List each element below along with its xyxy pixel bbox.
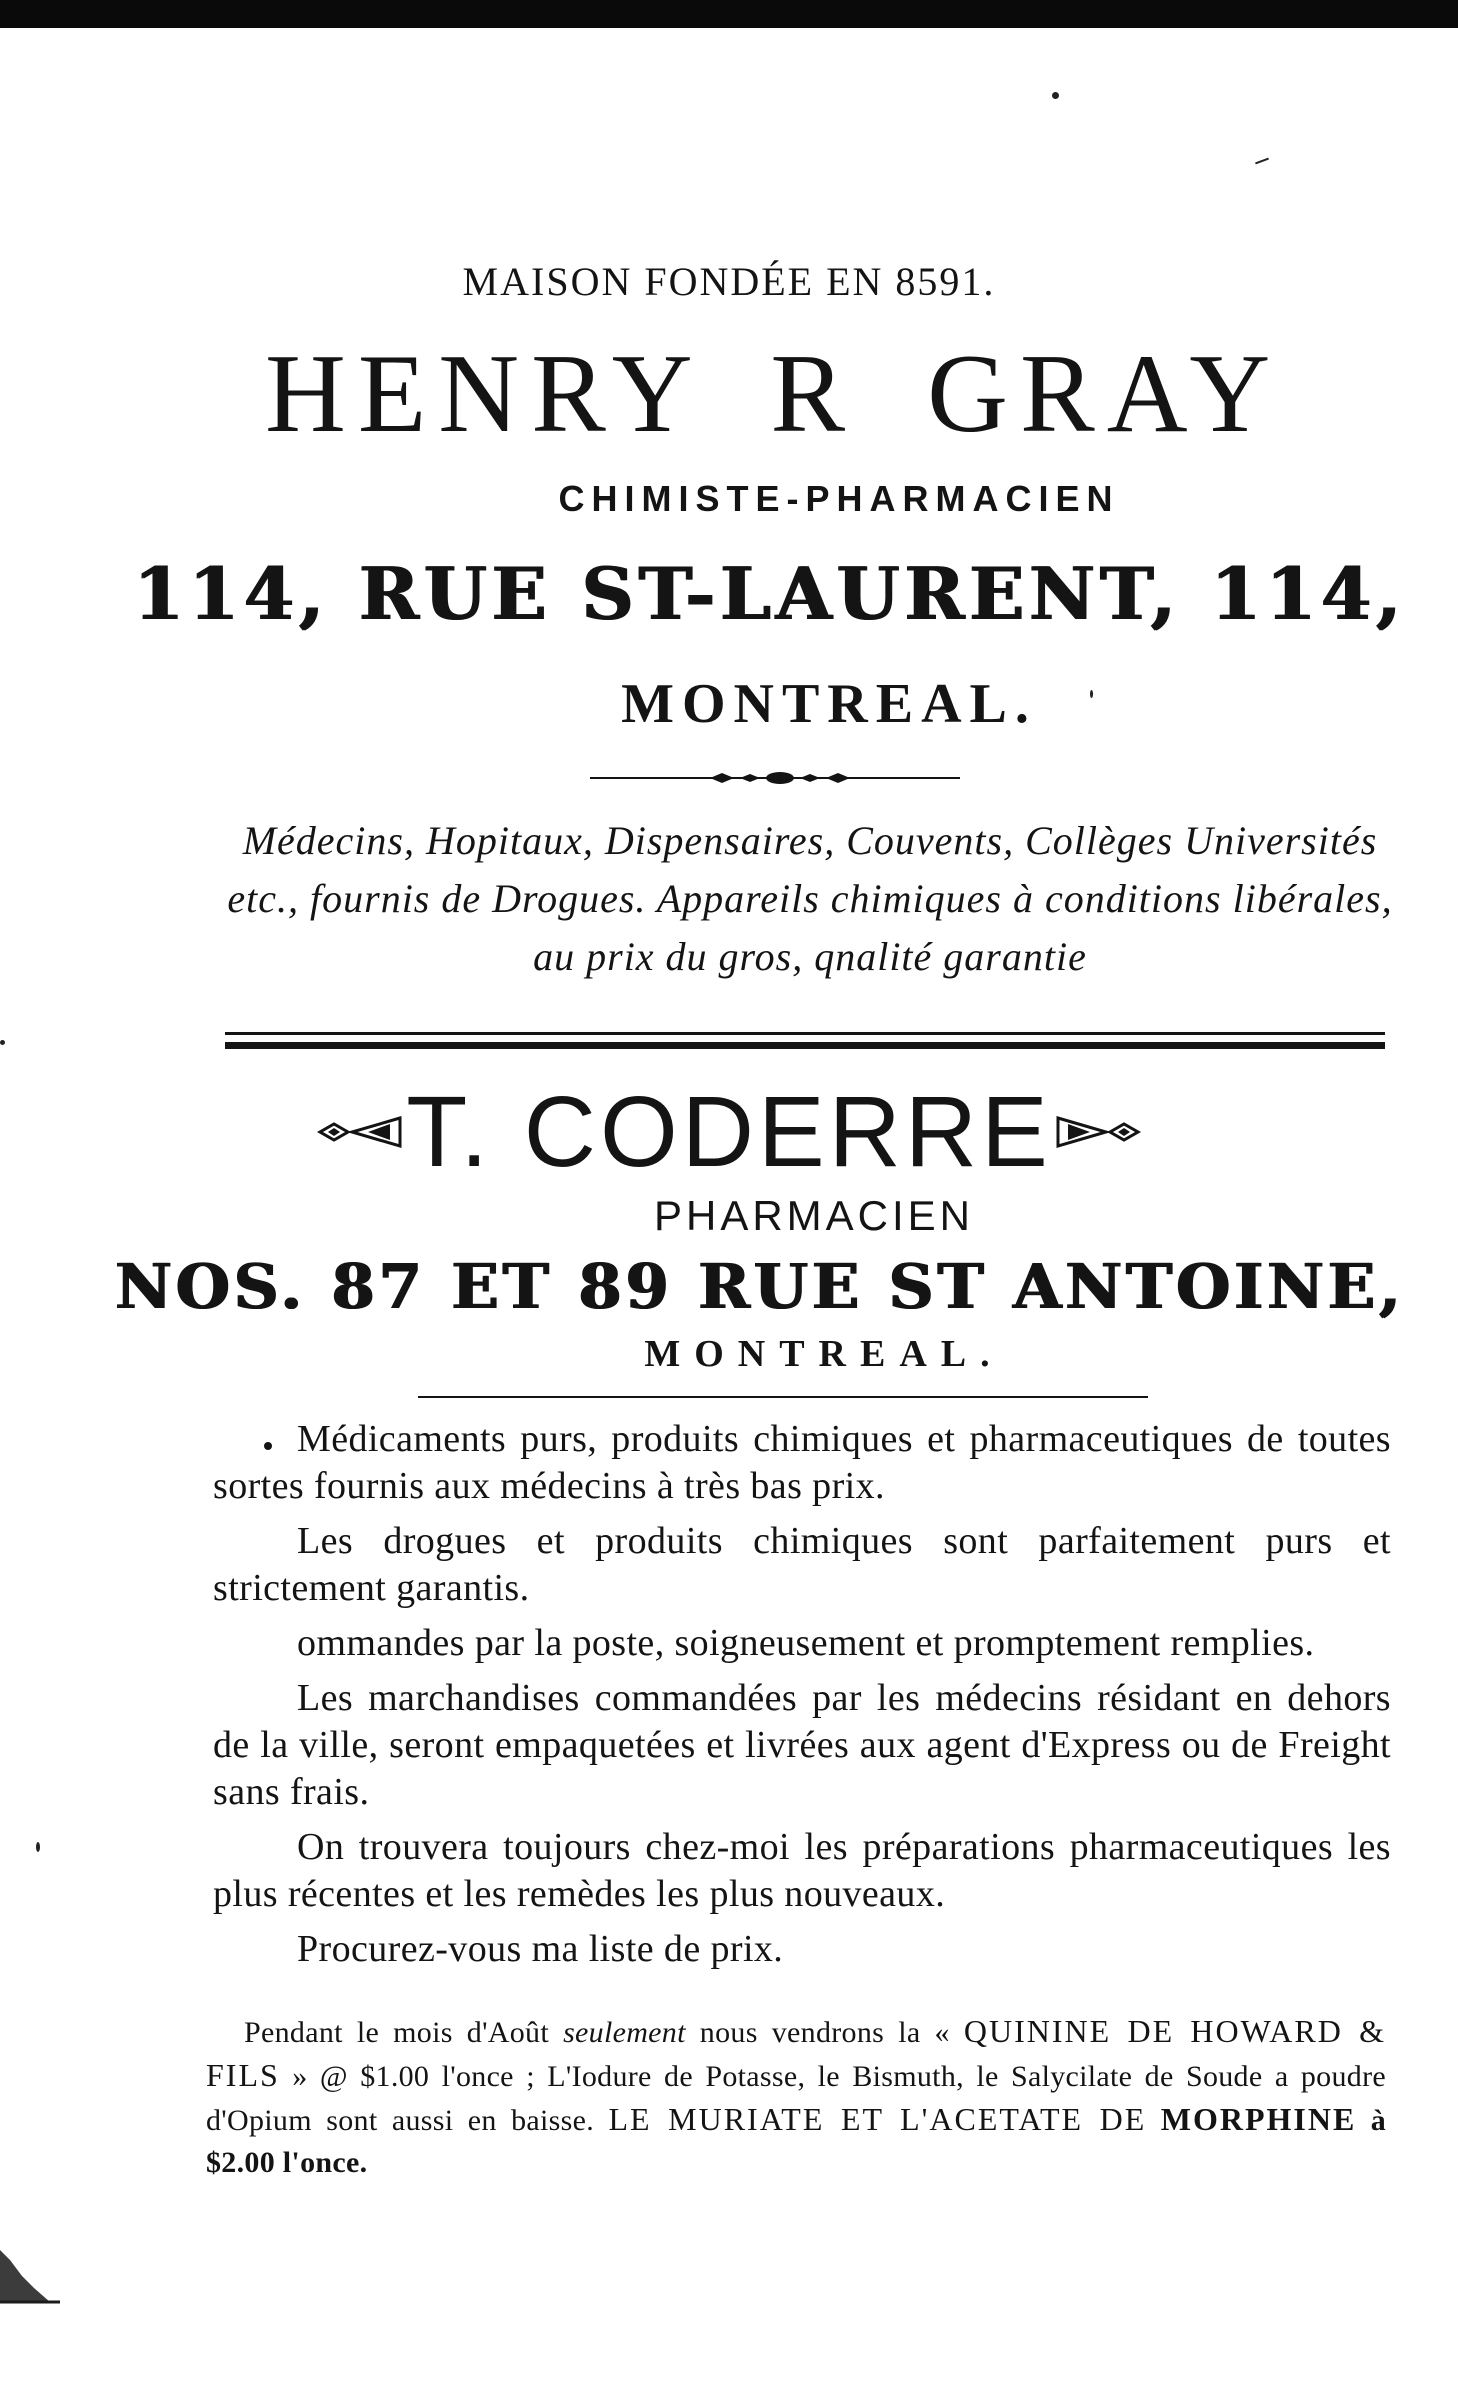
paragraph: Médicaments purs, produits chimiques et pharmaceutiques de toutes sortes fournis aux médecins à très bas prix. bbox=[213, 1418, 1391, 1507]
notice-part: nous vendrons la « bbox=[685, 2016, 964, 2049]
coderre-address: NOS. 87 ET 89 RUE ST ANTOINE, bbox=[114, 1250, 1404, 1323]
henry-gray-address: 114, RUE ST-LAURENT, 114, bbox=[132, 551, 1406, 636]
paragraph: Les drogues et produits chimiques sont parfaitement purs et strictement garantis. bbox=[213, 1520, 1391, 1609]
coderre-name: T. CODERRE bbox=[406, 1076, 1052, 1188]
henry-gray-name: HENRY R GRAY bbox=[265, 332, 1283, 456]
founded-line: MAISON FONDÉE EN 8591. bbox=[462, 259, 996, 304]
notice-product: LE MURIATE ET L'ACETATE DE bbox=[608, 2101, 1147, 2137]
coderre-city: MONTREAL. bbox=[644, 1333, 1004, 1375]
ornamental-divider bbox=[590, 770, 960, 786]
ink-speck bbox=[1052, 92, 1059, 99]
coderre-title-row bbox=[0, 1076, 1458, 1188]
section-divider-thin bbox=[225, 1032, 1385, 1035]
price-notice-text bbox=[206, 2010, 1386, 2184]
notice-part: à $2.00 l'once. bbox=[206, 2104, 1386, 2179]
coderre-profession: PHARMACIEN bbox=[653, 1192, 975, 1239]
scan-top-edge bbox=[0, 0, 1458, 28]
henry-gray-description: Médecins, Hopitaux, Dispensaires, Couvents, Collèges Universités etc., fournis de Drogues. Appareils chimiques à conditions libérales, au prix du gros, qnalité garantie bbox=[227, 818, 1393, 979]
page-corner-mark bbox=[0, 2250, 60, 2310]
left-ornament-icon bbox=[312, 1112, 402, 1152]
paragraph: On trouvera toujours chez-moi les préparations pharmaceutiques les plus récentes et les remèdes les plus nouveaux. bbox=[213, 1826, 1391, 1915]
right-ornament-icon bbox=[1056, 1112, 1146, 1152]
notice-part: Pendant le mois d'Août bbox=[244, 2016, 564, 2049]
ink-speck bbox=[36, 1842, 40, 1852]
price-notice bbox=[206, 2010, 1386, 2184]
henry-gray-profession: CHIMISTE-PHARMACIEN bbox=[558, 478, 1120, 519]
notice-emphasis: seulement bbox=[563, 2016, 686, 2049]
notice-part: » @ $1.00 l'once ; L'Iodure de Potasse, le Bismuth, le Salycilate de Soude a poudre d'Opium sont aussi en baisse. bbox=[206, 2060, 1386, 2137]
coderre-body bbox=[213, 1416, 1391, 1973]
paragraph: Les marchandises commandées par les médecins résidant en dehors de la ville, seront empaquetées et livrées aux agent d'Express ou de Freight sans frais. bbox=[213, 1677, 1391, 1813]
ink-speck bbox=[0, 1040, 5, 1045]
notice-product: QUININE DE HOWARD & FILS bbox=[206, 2013, 1387, 2093]
notice-product: MORPHINE bbox=[1160, 2101, 1357, 2137]
henry-gray-city: MONTREAL. bbox=[621, 673, 1037, 735]
address-underline bbox=[418, 1396, 1148, 1398]
paragraph: ommandes par la poste, soigneusement et promptement remplies. bbox=[297, 1622, 1315, 1664]
paragraph: Procurez-vous ma liste de prix. bbox=[297, 1928, 784, 1970]
section-divider-thick bbox=[225, 1042, 1385, 1049]
ink-speck bbox=[1255, 158, 1269, 165]
